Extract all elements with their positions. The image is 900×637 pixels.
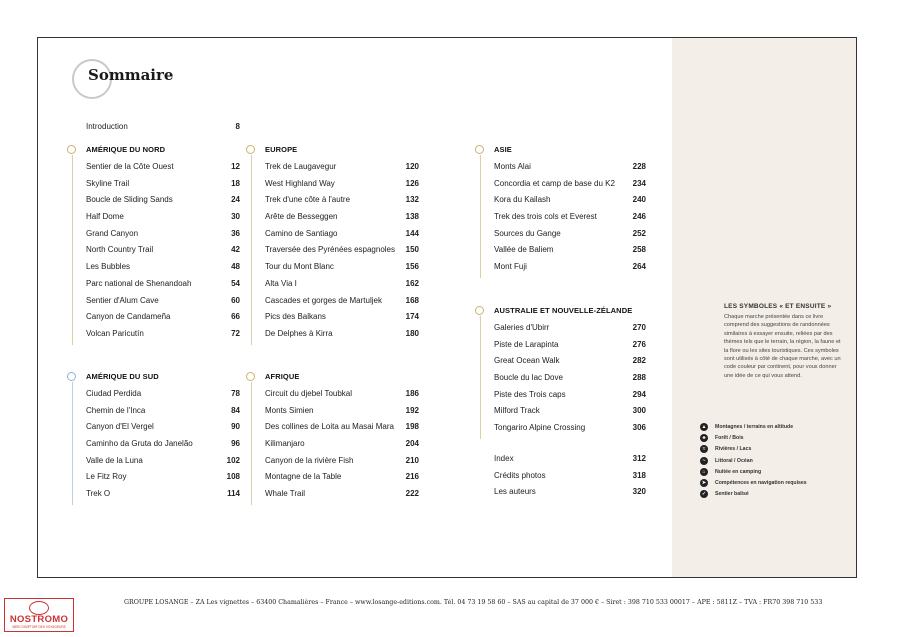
toc-page: 210	[405, 455, 419, 465]
toc-label: Montagne de la Table	[265, 472, 342, 482]
toc-page: 78	[231, 389, 240, 398]
toc-page: 60	[231, 295, 240, 305]
toc-page: 36	[231, 228, 240, 238]
camping-icon: ⌂	[700, 468, 708, 476]
toc-page: 114	[227, 489, 240, 499]
toc-page: 150	[405, 245, 419, 255]
toc-label: Canyon de Candameña	[86, 312, 171, 322]
toc-page: 126	[405, 178, 419, 188]
section-line	[251, 382, 252, 505]
toc-page: 306	[632, 423, 646, 433]
toc-entry[interactable]	[494, 451, 646, 468]
toc-page: 222	[405, 489, 419, 499]
toc-page: 24	[231, 195, 240, 205]
toc-label: Ciudad Perdida	[86, 389, 142, 398]
toc-entry[interactable]	[86, 209, 240, 226]
intro-entry[interactable]	[86, 119, 240, 136]
toc-page: 72	[231, 328, 240, 338]
toc-page: 300	[632, 406, 646, 416]
legend-label: Montagnes / terrains en altitude	[715, 423, 794, 430]
toc-page: 132	[405, 195, 419, 205]
toc-entry[interactable]	[265, 259, 419, 276]
toc-label: Piste des Trois caps	[494, 389, 566, 399]
toc-page: 288	[632, 373, 646, 383]
toc-label: Kilimanjaro	[265, 439, 305, 449]
toc-label: Great Ocean Walk	[494, 356, 560, 366]
section-line	[72, 155, 73, 345]
toc-label: Chemin de l'Inca	[86, 405, 146, 415]
toc-label: Skyline Trail	[86, 178, 130, 188]
toc-label: Arête de Besseggen	[265, 212, 338, 222]
toc-label: Caminho da Gruta do Janelão	[86, 439, 193, 449]
toc-label: Traversée des Pyrénées espagnoles	[265, 245, 395, 255]
legend-label: Nuitée en camping	[715, 468, 762, 475]
toc-page: 192	[405, 405, 419, 415]
toc-entry[interactable]	[494, 242, 646, 259]
toc-label: Les auteurs	[494, 487, 536, 497]
section-heading: AMÉRIQUE DU SUD	[86, 372, 159, 381]
toc-label: Half Dome	[86, 212, 124, 222]
toc-page: 318	[632, 470, 646, 480]
toc-label: Monts Alai	[494, 162, 531, 171]
toc-entry[interactable]	[86, 309, 240, 326]
toc-label: Monts Simien	[265, 405, 314, 415]
toc-label: Trek O	[86, 489, 111, 499]
toc-label: Parc national de Shenandoah	[86, 278, 192, 288]
toc-entry[interactable]	[86, 326, 240, 343]
toc-page: 138	[405, 212, 419, 222]
toc-label: Grand Canyon	[86, 228, 139, 238]
legend-label: Compétences en navigation requises	[715, 480, 807, 487]
toc-entry[interactable]	[86, 293, 240, 310]
toc-page: 168	[405, 295, 419, 305]
toc-entry[interactable]	[494, 420, 646, 437]
toc-entry[interactable]	[494, 226, 646, 243]
globe-icon	[29, 601, 49, 615]
toc-entry[interactable]	[86, 469, 240, 486]
toc-label: Valle de la Luna	[86, 455, 143, 465]
compass-icon: ➤	[701, 480, 707, 487]
legend-item	[700, 421, 807, 432]
toc-label: Sentier d'Alum Cave	[86, 295, 159, 305]
toc-page: 12	[231, 162, 240, 171]
toc-label: Mont Fuji	[494, 262, 527, 272]
toc-label: Les Bubbles	[86, 262, 131, 272]
toc-page: 276	[632, 339, 646, 349]
symbols-title: LES SYMBOLES « ET ENSUITE »	[724, 303, 832, 310]
toc-label: Galeries d'Ubirr	[494, 323, 550, 332]
toc-entry[interactable]	[494, 387, 646, 404]
toc-label: Sentier de la Côte Ouest	[86, 162, 174, 171]
toc-page: 162	[405, 278, 419, 288]
toc-page: 120	[405, 162, 419, 171]
section-marker-icon	[246, 372, 255, 381]
toc-label: Canyon d'El Vergel	[86, 422, 154, 432]
section-europe	[265, 143, 419, 343]
toc-entry[interactable]	[86, 436, 240, 453]
section-heading: EUROPE	[265, 145, 298, 154]
toc-label: Sources du Gange	[494, 228, 561, 238]
toc-entry[interactable]	[494, 320, 646, 337]
legend-item	[700, 432, 807, 443]
toc-page: 84	[231, 405, 240, 415]
section-line	[480, 316, 481, 439]
toc-entry[interactable]	[494, 259, 646, 276]
toc-label: Boucle de Sliding Sands	[86, 195, 173, 205]
logo-name: NOSTROMO	[9, 614, 69, 625]
toc-entry[interactable]	[494, 403, 646, 420]
section-line	[251, 155, 252, 345]
toc-label: North Country Trail	[86, 245, 154, 255]
toc-label: Volcan Paricutín	[86, 328, 144, 338]
section-marker-icon	[475, 306, 484, 315]
toc-page: 240	[632, 195, 646, 205]
toc-page: 54	[231, 278, 240, 288]
toc-label: Le Fitz Roy	[86, 472, 127, 482]
toc-entry[interactable]	[265, 326, 419, 343]
toc-label: Concordia et camp de base du K2	[494, 178, 615, 188]
nostromo-logo[interactable]	[4, 598, 74, 632]
toc-page: 90	[231, 422, 240, 432]
section-heading: AUSTRALIE ET NOUVELLE-ZÉLANDE	[494, 306, 633, 315]
mountain-icon: ▲	[701, 423, 707, 430]
toc-label: Introduction	[86, 122, 128, 131]
toc-entry[interactable]	[494, 353, 646, 370]
toc-page: 186	[405, 389, 419, 398]
toc-entry[interactable]	[86, 226, 240, 243]
toc-entry[interactable]	[265, 436, 419, 453]
toc-entry[interactable]	[265, 309, 419, 326]
toc-entry[interactable]	[86, 486, 240, 503]
symbols-legend	[700, 421, 807, 500]
toc-page: 228	[632, 162, 646, 171]
toc-page: 204	[405, 439, 419, 449]
toc-page: 312	[632, 454, 646, 463]
section-australie	[494, 304, 646, 437]
toc-entry[interactable]	[494, 468, 646, 485]
toc-entry[interactable]	[265, 486, 419, 503]
section-annexes	[494, 451, 646, 501]
toc-entry[interactable]	[265, 159, 419, 176]
toc-page: 48	[231, 262, 240, 272]
toc-entry[interactable]	[494, 484, 646, 501]
logo-subtitle: WEB COMPTOIR DES VOYAGEURS	[12, 625, 66, 629]
toc-label: Canyon de la rivière Fish	[265, 455, 354, 465]
publisher-footer: GROUPE LOSANGE – ZA Les vignettes – 63400 Chamalières – France – www.losange-editions.com. Tél. 04 73 19 58 60 – SAS au capital de 37 000 € – Siret : 398 710 533 00017 – APE : 5811Z – TVA : FR70 398 710 533	[124, 599, 823, 606]
section-amerique-nord	[86, 143, 240, 343]
toc-page: 66	[231, 312, 240, 322]
toc-page: 246	[632, 212, 646, 222]
toc-entry[interactable]	[86, 176, 240, 193]
toc-page: 234	[632, 178, 646, 188]
legend-label: Forêt / Bois	[715, 434, 744, 441]
section-line	[72, 382, 73, 505]
toc-label: Des collines de Loita au Masai Mara	[265, 422, 394, 432]
toc-label: Circuit du djebel Toubkal	[265, 389, 353, 398]
toc-label: Crédits photos	[494, 470, 546, 480]
toc-page: 294	[632, 389, 646, 399]
toc-entry[interactable]	[494, 192, 646, 209]
toc-entry[interactable]	[265, 276, 419, 293]
toc-label: Milford Track	[494, 406, 540, 416]
toc-page: 30	[231, 212, 240, 222]
symbols-description: Chaque marche présentée dans ce livre comprend des suggestions de randonnées similaires à essayer ensuite, reliées par des thèmes tels que le terrain, la région, la faune et la flore ou les sites touristiques. Ces symboles sont utilisés à côté de chaque marche, avec un code couleur par continent, pour vous donner une idée de ce qui vous attend.	[724, 314, 841, 379]
toc-page: 156	[405, 262, 419, 272]
toc-entry[interactable]	[494, 159, 646, 176]
toc-label: West Highland Way	[265, 178, 335, 188]
toc-page: 252	[632, 228, 646, 238]
toc-entry[interactable]	[86, 159, 240, 176]
toc-entry[interactable]	[265, 242, 419, 259]
toc-entry[interactable]	[494, 370, 646, 387]
toc-label: Trek de Laugavegur	[265, 162, 337, 171]
legend-item	[700, 477, 807, 488]
toc-entry[interactable]	[265, 403, 419, 420]
toc-entry[interactable]	[265, 453, 419, 470]
section-heading: ASIE	[494, 145, 512, 154]
toc-label: Index	[494, 454, 514, 463]
toc-entry[interactable]	[265, 419, 419, 436]
section-marker-icon	[475, 145, 484, 154]
legend-item	[700, 455, 807, 466]
legend-label: Littoral / Océan	[715, 457, 753, 464]
toc-label: Pics des Balkans	[265, 312, 326, 322]
river-icon: ≈	[700, 445, 708, 453]
section-asie	[494, 143, 646, 276]
toc-entry[interactable]	[86, 242, 240, 259]
toc-entry[interactable]	[86, 419, 240, 436]
toc-page: 258	[632, 245, 646, 255]
legend-label: Sentier balisé	[715, 491, 749, 498]
toc-page: 174	[405, 312, 419, 322]
toc-page: 282	[632, 356, 646, 366]
toc-label: Boucle du lac Dove	[494, 373, 563, 383]
section-marker-icon	[67, 145, 76, 154]
section-line	[480, 155, 481, 278]
toc-entry[interactable]	[86, 386, 240, 403]
trail-icon: ✓	[701, 491, 707, 498]
toc-label: Piste de Larapinta	[494, 339, 559, 349]
toc-page: 216	[405, 472, 419, 482]
toc-entry[interactable]	[86, 259, 240, 276]
toc-entry[interactable]	[265, 469, 419, 486]
toc-label: Trek d'une côte à l'autre	[265, 195, 351, 205]
toc-label: Kora du Kailash	[494, 195, 551, 205]
toc-label: Tour du Mont Blanc	[265, 262, 334, 272]
toc-label: Trek des trois cols et Everest	[494, 212, 597, 222]
toc-entry[interactable]	[86, 276, 240, 293]
forest-icon: ♣	[700, 434, 708, 442]
section-marker-icon	[246, 145, 255, 154]
legend-item	[700, 466, 807, 477]
toc-page: 102	[226, 455, 240, 465]
toc-page: 42	[231, 245, 240, 255]
toc-page: 18	[231, 178, 240, 188]
toc-entry[interactable]	[494, 337, 646, 354]
toc-label: Cascades et gorges de Martuljek	[265, 295, 382, 305]
section-heading: AFRIQUE	[265, 372, 300, 381]
toc-page: 320	[632, 487, 646, 497]
toc-page: 144	[405, 228, 419, 238]
toc-entry[interactable]	[265, 226, 419, 243]
toc-label: Alta Via I	[265, 278, 297, 288]
legend-label: Rivières / Lacs	[715, 446, 752, 453]
toc-entry[interactable]	[265, 176, 419, 193]
toc-page: 180	[405, 328, 419, 338]
toc-entry[interactable]	[265, 192, 419, 209]
ocean-icon: ~	[700, 457, 708, 465]
toc-page: 270	[632, 323, 646, 332]
toc-label: Whale Trail	[265, 489, 306, 499]
toc-label: Tongariro Alpine Crossing	[494, 423, 586, 433]
toc-entry[interactable]	[265, 386, 419, 403]
legend-item	[700, 489, 807, 500]
toc-page: 264	[632, 262, 646, 272]
section-heading: AMÉRIQUE DU NORD	[86, 145, 166, 154]
legend-item	[700, 444, 807, 455]
toc-label: De Delphes à Kirra	[265, 328, 333, 338]
section-amerique-sud	[86, 370, 240, 503]
toc-entry[interactable]	[494, 209, 646, 226]
toc-entry[interactable]	[265, 209, 419, 226]
toc-entry[interactable]	[265, 293, 419, 310]
toc-page: 8	[235, 122, 240, 131]
page-title: Sommaire	[88, 66, 174, 84]
toc-label: Vallée de Baliem	[494, 245, 554, 255]
section-afrique	[265, 370, 419, 503]
toc-page: 198	[405, 422, 419, 432]
toc-entry[interactable]	[86, 403, 240, 420]
toc-page: 108	[226, 472, 240, 482]
toc-entry[interactable]	[86, 192, 240, 209]
toc-page: 96	[231, 439, 240, 449]
section-marker-icon	[67, 372, 76, 381]
toc-entry[interactable]	[86, 453, 240, 470]
toc-entry[interactable]	[494, 176, 646, 193]
toc-label: Camino de Santiago	[265, 228, 338, 238]
